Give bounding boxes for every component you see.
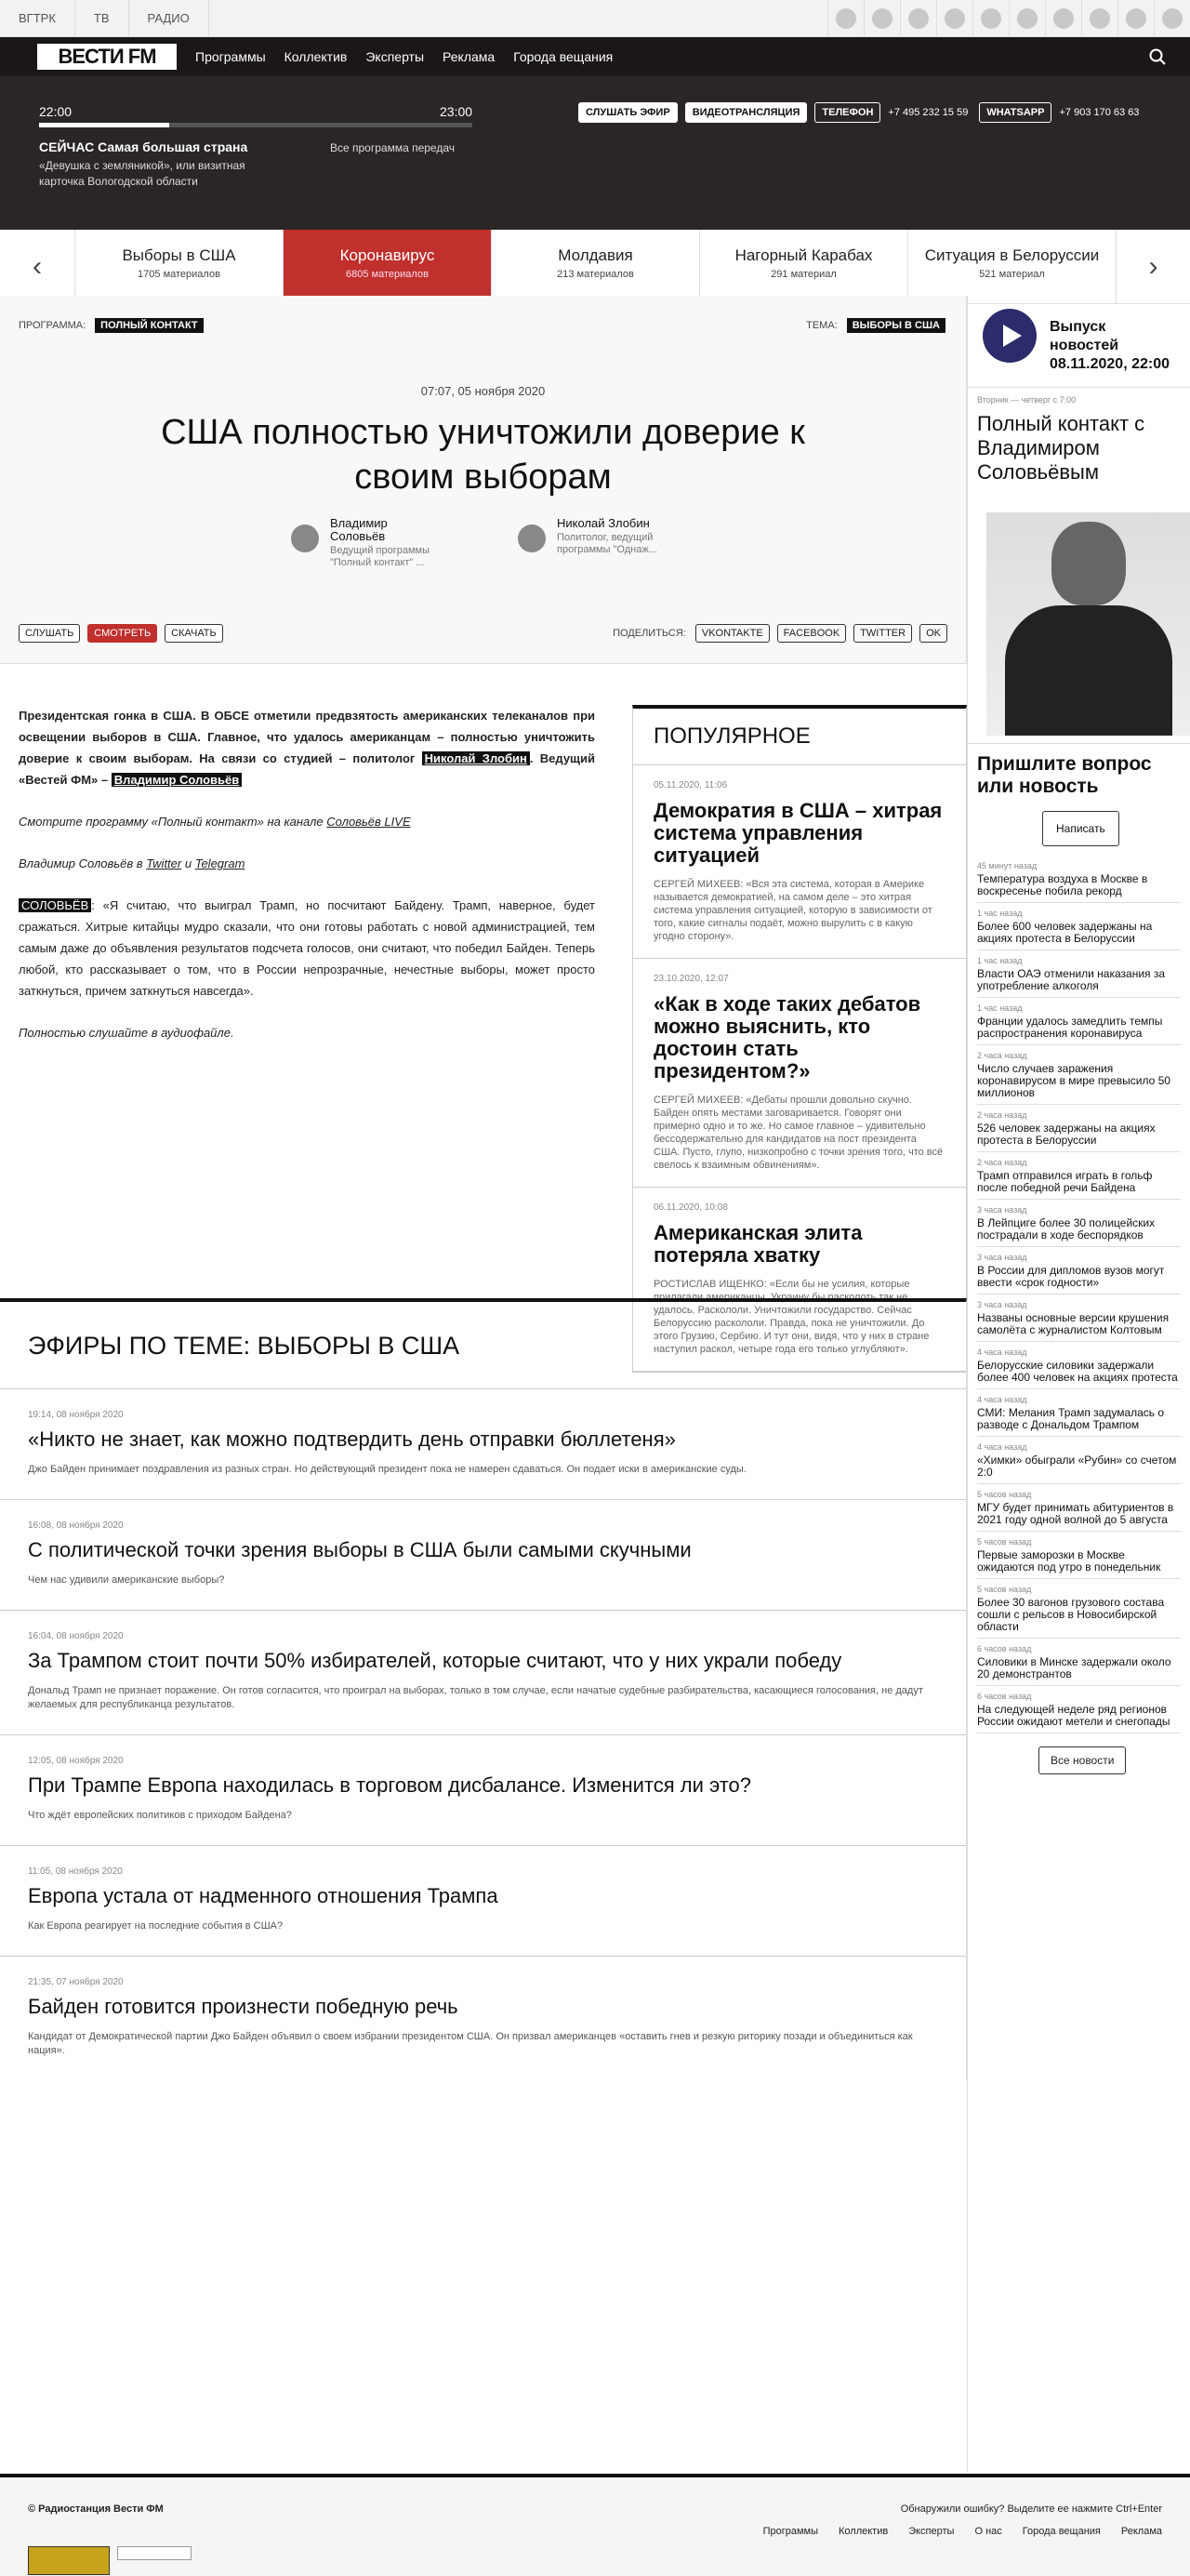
nav-team[interactable]: Коллектив (284, 49, 348, 64)
broadcast-item[interactable]: 16:08, 08 ноября 2020 С политической точки зрения выборы в США были самыми скучными Чем нас удивили американские выборы? (0, 1500, 966, 1611)
news-item[interactable] (977, 1105, 1181, 1152)
news-time: 1 час назад (977, 1003, 1023, 1013)
listen-live-button[interactable]: СЛУШАТЬ ЭФИР (578, 102, 678, 123)
live-progress-bar (39, 123, 472, 127)
news-time: 4 часа назад (977, 1395, 1027, 1404)
news-item[interactable] (977, 998, 1181, 1045)
news-title: Число случаев заражения коронавирусом в мире превысило 50 миллионов (977, 1062, 1170, 1099)
zen-icon[interactable] (1117, 0, 1154, 37)
popular-item[interactable]: 23.10.2020, 12:07 «Как в ходе таких дебатов можно выяснить, кто достоин стать президентом?» СЕРГЕЙ МИХЕЕВ: «Дебаты прошли довольно скучно. Байден опять местами заговаривается. Говорят они примерно одно и то же. Но самое главное – удивительно бессодержательно для кандидатов на пост президента США. Пусто, глупо, низкопробно с точки зрения того, что всё свелось к взаимным обвинениям». (633, 959, 966, 1188)
news-time: 2 часа назад (977, 1051, 1027, 1060)
share-twitter-button[interactable]: TWITTER (853, 624, 912, 643)
release-title: Выпуск новостей 08.11.2020, 22:00 (1050, 319, 1170, 372)
news-item[interactable] (977, 903, 1181, 950)
news-item[interactable] (977, 1247, 1181, 1295)
share-vk-button[interactable]: VKONTAKTE (695, 624, 770, 643)
live-panel (0, 76, 1190, 230)
footer-link[interactable]: Реклама (1120, 2526, 1162, 2537)
news-title: На следующей неделе ряд регионов России ожидают метели и снегопады (977, 1703, 1170, 1728)
news-time: 1 час назад (977, 909, 1023, 918)
chevron-right-icon[interactable]: › (1116, 230, 1190, 303)
phone-number: +7 495 232 15 59 (888, 107, 969, 118)
news-title: Власти ОАЭ отменили наказания за употребление алкоголя (977, 967, 1166, 992)
news-item[interactable] (977, 1295, 1181, 1342)
news-item[interactable] (977, 856, 1181, 903)
footer-link[interactable]: Города вещания (1022, 2526, 1101, 2537)
news-item[interactable] (977, 1686, 1181, 1733)
broadcast-item[interactable]: 12:05, 08 ноября 2020 При Трампе Европа находилась в торговом дисбалансе. Изменится ли это? Что ждёт европейских политиков с приходом Байдена? (0, 1735, 966, 1846)
author-zlobin[interactable]: Николай Злобин Политолог, ведущий программы "Однаж... (518, 517, 678, 556)
article-paragraph: Владимир Соловьёв в Twitter и Telegram (19, 856, 245, 870)
article-header (0, 296, 967, 664)
news-time: 2 часа назад (977, 1158, 1027, 1167)
news-item[interactable] (977, 950, 1181, 998)
social-icons (827, 0, 1190, 37)
watch-button[interactable]: СМОТРЕТЬ (87, 624, 157, 643)
footer-link[interactable]: О нас (974, 2526, 1002, 2537)
news-item[interactable] (977, 1200, 1181, 1247)
nav-programs[interactable]: Программы (195, 49, 266, 64)
news-time: 45 минут назад (977, 861, 1038, 870)
article-paragraph: Смотрите программу «Полный контакт» на канале Соловьёв LIVE (19, 815, 411, 829)
popular-block (632, 705, 967, 1373)
news-time: 4 часа назад (977, 1442, 1027, 1452)
video-stream-button[interactable]: ВИДЕОТРАНСЛЯЦИЯ (685, 102, 808, 123)
news-item[interactable] (977, 1484, 1181, 1532)
topic-coronavirus[interactable]: Коронавирус 6805 материалов (283, 230, 491, 303)
apple-icon[interactable] (1045, 0, 1081, 37)
news-time: 3 часа назад (977, 1205, 1027, 1215)
news-time: 2 часа назад (977, 1110, 1027, 1120)
news-title: Трамп отправился играть в гольф после победной речи Байдена (977, 1169, 1153, 1194)
footer-link[interactable]: Коллектив (839, 2526, 889, 2537)
topic-us-elections[interactable]: Выборы в США 1705 материалов (74, 230, 283, 303)
news-title: Более 30 вагонов грузового состава сошли с рельсов в Новосибирской области (977, 1596, 1165, 1633)
telegram-link[interactable]: Telegram (194, 856, 245, 870)
news-time: 4 часа назад (977, 1348, 1027, 1357)
network-link-tv[interactable]: ТВ (75, 0, 129, 37)
chevron-left-icon[interactable]: ‹ (33, 250, 42, 282)
live-time-end: 23:00 (440, 104, 473, 119)
program-promo[interactable]: Вторник — четверг с 7:00 Полный контакт с Владимиром Соловьёвым (968, 388, 1190, 743)
footer-link[interactable]: Программы (762, 2526, 818, 2537)
popular-item[interactable]: 05.11.2020, 11:06 Демократия в США – хитрая система управления ситуацией СЕРГЕЙ МИХЕЕВ: «Вся эта система, которая в Америке называется демократией, на самом деле – это хитрая система управления ситуацией, которую в зависимости от того, какие сигналы подаёт, можно вырулить с в какую угодно сторону». (633, 765, 966, 959)
liveinternet-counter[interactable] (28, 2546, 110, 2575)
share-facebook-button[interactable]: FACEBOOK (777, 624, 847, 643)
whatsapp-number: +7 903 170 63 63 (1059, 107, 1140, 118)
copyright: © Радиостанция Вести ФМ (28, 2503, 164, 2515)
theme-tag[interactable]: ВЫБОРЫ В США (847, 318, 945, 333)
youtube-icon[interactable] (972, 0, 1009, 37)
topic-belarus[interactable]: Ситуация в Белоруссии 521 материал (907, 230, 1116, 303)
instagram-icon[interactable] (1009, 0, 1045, 37)
twitter-link[interactable]: Twitter (146, 856, 182, 870)
theme-label: ТЕМА: (806, 320, 838, 331)
news-title: Первые заморозки в Москве ожидаются под утро в понедельник (977, 1548, 1161, 1573)
article-paragraph: Полностью слушайте в аудиофайле. (19, 1026, 234, 1040)
all-programs-link[interactable]: Все программа передач (330, 141, 456, 154)
counter-badge (117, 2546, 192, 2560)
live-now-subtitle: «Девушка с земляникой», или визитная карточка Вологодской области (39, 159, 245, 188)
top-network-bar (0, 0, 1190, 37)
program-tag[interactable]: ПОЛНЫЙ КОНТАКТ (95, 318, 203, 333)
news-title: СМИ: Мелания Трамп задумалась о разводе с Дональдом Трампом (977, 1406, 1165, 1431)
news-time: 3 часа назад (977, 1253, 1027, 1262)
news-feed (968, 856, 1190, 1733)
main-nav (0, 37, 1190, 76)
page-title: США полностью уничтожили доверие к своим выборам (161, 413, 805, 497)
broadcast-item[interactable]: 11:05, 08 ноября 2020 Европа устала от надменного отношения Трампа Как Европа реагирует на последние события в США? (0, 1846, 966, 1957)
footer-links (743, 2526, 1162, 2537)
nav-experts[interactable]: Эксперты (365, 49, 425, 64)
news-item[interactable] (977, 1045, 1181, 1105)
news-title: В России для дипломов вузов могут ввести «срок годности» (977, 1264, 1165, 1289)
news-title: Силовики в Минске задержали около 20 демонстрантов (977, 1655, 1171, 1680)
news-time: 6 часов назад (977, 1644, 1032, 1653)
host-photo (986, 512, 1190, 736)
news-time: 5 часов назад (977, 1490, 1032, 1499)
footer-link[interactable]: Эксперты (908, 2526, 955, 2537)
listen-button[interactable]: СЛУШАТЬ (19, 624, 80, 643)
news-title: Франции удалось замедлить темпы распространения коронавируса (977, 1015, 1163, 1040)
nav-cities[interactable]: Города вещания (513, 49, 614, 64)
news-time: 1 час назад (977, 956, 1023, 965)
share-label: ПОДЕЛИТЬСЯ: (613, 628, 686, 639)
android-icon[interactable] (1081, 0, 1117, 37)
rss-icon[interactable] (1154, 0, 1190, 37)
network-link-vgtrk[interactable]: ВГТРК (0, 0, 75, 37)
news-title: МГУ будет принимать абитуриентов в 2021 году одной волной до 5 августа (977, 1501, 1174, 1526)
live-buttons (578, 102, 1150, 123)
news-item[interactable] (977, 1389, 1181, 1437)
all-news-button[interactable]: Все новости (1038, 1746, 1126, 1774)
popular-item[interactable]: 06.11.2020, 10:08 Американская элита потеряла хватку РОСТИСЛАВ ИЩЕНКО: «Если бы не усилия, которые прилагали американцы, Украину бы расколоть так не удалось. Раскололи. Уничтожили государство. Сейчас Белоруссию раскололи. Правда, пока не уничтожили. До этого Грузию, Сербию. И тут они, видя, что у них в стране наступил раскол, четыре года его только углубляют». (633, 1188, 966, 1372)
download-button[interactable]: СКАЧАТЬ (165, 624, 223, 643)
play-icon[interactable] (983, 309, 1037, 363)
news-item[interactable] (977, 1437, 1181, 1484)
topic-karabakh[interactable]: Нагорный Карабах 291 материал (699, 230, 907, 303)
send-question-block: Пришлите вопрос или новость Написать (968, 743, 1190, 856)
article-paragraph: СОЛОВЬЁВ : «Я считаю, что выиграл Трамп, но посчитают Байдену. Трамп, наверное, будет сражаться. Хитрые китайцы мудро сказали, что они готовы работать с новой администрацией, тем самым даже до объявления результатов подсчета голосов, они считают, что победил Байден. Теперь любой, кто рассказывает о том, что в России непрозрачные, нечестные выборы, может просто заткнуться, причем заткнуться навсегда». (19, 898, 595, 998)
news-title: «Химки» обыграли «Рубин» со счетом 2:0 (977, 1454, 1177, 1479)
topic-moldova[interactable]: Молдавия 213 материалов (491, 230, 699, 303)
news-time: 3 часа назад (977, 1300, 1027, 1309)
news-time: 5 часов назад (977, 1537, 1032, 1547)
vk-icon[interactable] (900, 0, 936, 37)
news-item[interactable] (977, 1152, 1181, 1200)
related-title: ЭФИРЫ ПО ТЕМЕ: ВЫБОРЫ В США (0, 1302, 966, 1389)
topics-carousel (0, 230, 1190, 304)
whatsapp-button[interactable]: WHATSAPP (979, 102, 1051, 123)
avatar (291, 524, 319, 552)
write-button[interactable]: Написать (1042, 811, 1119, 846)
news-time: 6 часов назад (977, 1692, 1032, 1701)
author-solovyov[interactable]: Владимир Соловьёв Ведущий программы "Полный контакт" ... (291, 517, 432, 569)
odnoklassniki-icon[interactable] (936, 0, 972, 37)
network-link-radio[interactable]: РАДИО (129, 0, 209, 37)
news-title: 526 человек задержаны на акциях протеста в Белоруссии (977, 1122, 1156, 1147)
news-title: Более 600 человек задержаны на акциях протеста в Белоруссии (977, 920, 1153, 945)
site-logo[interactable]: ВЕСТИ FM (37, 44, 177, 70)
related-broadcasts (0, 1298, 967, 2080)
phone-button[interactable]: ТЕЛЕФОН (814, 102, 880, 123)
twitter-icon[interactable] (827, 0, 864, 37)
news-release-player[interactable] (968, 296, 1190, 388)
news-title: В Лейпциге более 30 полицейских пострадали в ходе беспорядков (977, 1216, 1156, 1242)
news-title: Названы основные версии крушения самолёта с журналистом Колтовым (977, 1311, 1170, 1336)
news-item[interactable] (977, 1639, 1181, 1686)
news-time: 5 часов назад (977, 1585, 1032, 1594)
media-actions (19, 624, 231, 643)
solovyov-live-link[interactable]: Соловьёв LIVE (326, 815, 411, 829)
share-ok-button[interactable]: OK (919, 624, 947, 643)
news-item[interactable] (977, 1579, 1181, 1639)
error-report-hint: Обнаружили ошибку? Выделите ее нажмите Ctrl+Enter (900, 2503, 1162, 2515)
news-title: Белорусские силовики задержали более 400 человек на акциях протеста (977, 1359, 1178, 1384)
broadcast-item[interactable]: 21:35, 07 ноября 2020 Байден готовится произнести победную речь Кандидат от Демократической партии Джо Байден объявил о своем избрании президентом США. Он призвал американцев «оставить гнев и резкую риторику позади и объединиться как нация». (28, 1977, 913, 2056)
footer (0, 2474, 1190, 2576)
live-time-start: 22:00 (39, 104, 73, 119)
article-lead: Президентская гонка в США. В ОБСЕ отметили предвзятость американских телеканалов при освещении выборов в США. Главное, что удалось американцам – полностью уничтожить доверие к своим выборам. На связи со студией – политолог Николай Злобин . Ведущий «Вестей ФМ» – Владимир Соловьёв (19, 709, 595, 787)
share-bar (613, 624, 947, 643)
sidebar (967, 296, 1190, 2472)
guest-link[interactable]: Николай Злобин (422, 751, 530, 765)
article-date: 07:07, 05 ноября 2020 (420, 384, 546, 398)
avatar (518, 524, 546, 552)
broadcast-item[interactable]: 16:04, 08 ноября 2020 За Трампом стоит почти 50% избирателей, которые считают, что у них украли победу Дональд Трамп не признает поражение. Он готов согласится, что проиграл на выборах, только в том случае, если начатые судебные разбирательства, касающиеся голосования, не дадут желаемых для республиканца результатов. (0, 1611, 966, 1735)
news-item[interactable] (977, 1342, 1181, 1389)
popular-title: ПОПУЛЯРНОЕ (633, 709, 966, 765)
live-now-title[interactable]: СЕЙЧАС Самая большая страна (39, 139, 248, 154)
news-item[interactable] (977, 1532, 1181, 1579)
host-link[interactable]: Владимир Соловьёв (112, 773, 243, 787)
facebook-icon[interactable] (864, 0, 900, 37)
program-label: ПРОГРАММА: (19, 320, 86, 331)
search-icon[interactable] (1149, 48, 1166, 65)
article-body (19, 705, 595, 1064)
nav-ads[interactable]: Реклама (443, 49, 496, 64)
news-title: Температура воздуха в Москве в воскресенье побила рекорд (977, 872, 1148, 897)
broadcast-item[interactable]: 19:14, 08 ноября 2020 «Никто не знает, как можно подтвердить день отправки бюллетеня» Джо Байден принимает поздравления из разных стран. Но действующий президент пока не намерен сдаваться. Он подает иски в американские суды. (0, 1389, 966, 1500)
